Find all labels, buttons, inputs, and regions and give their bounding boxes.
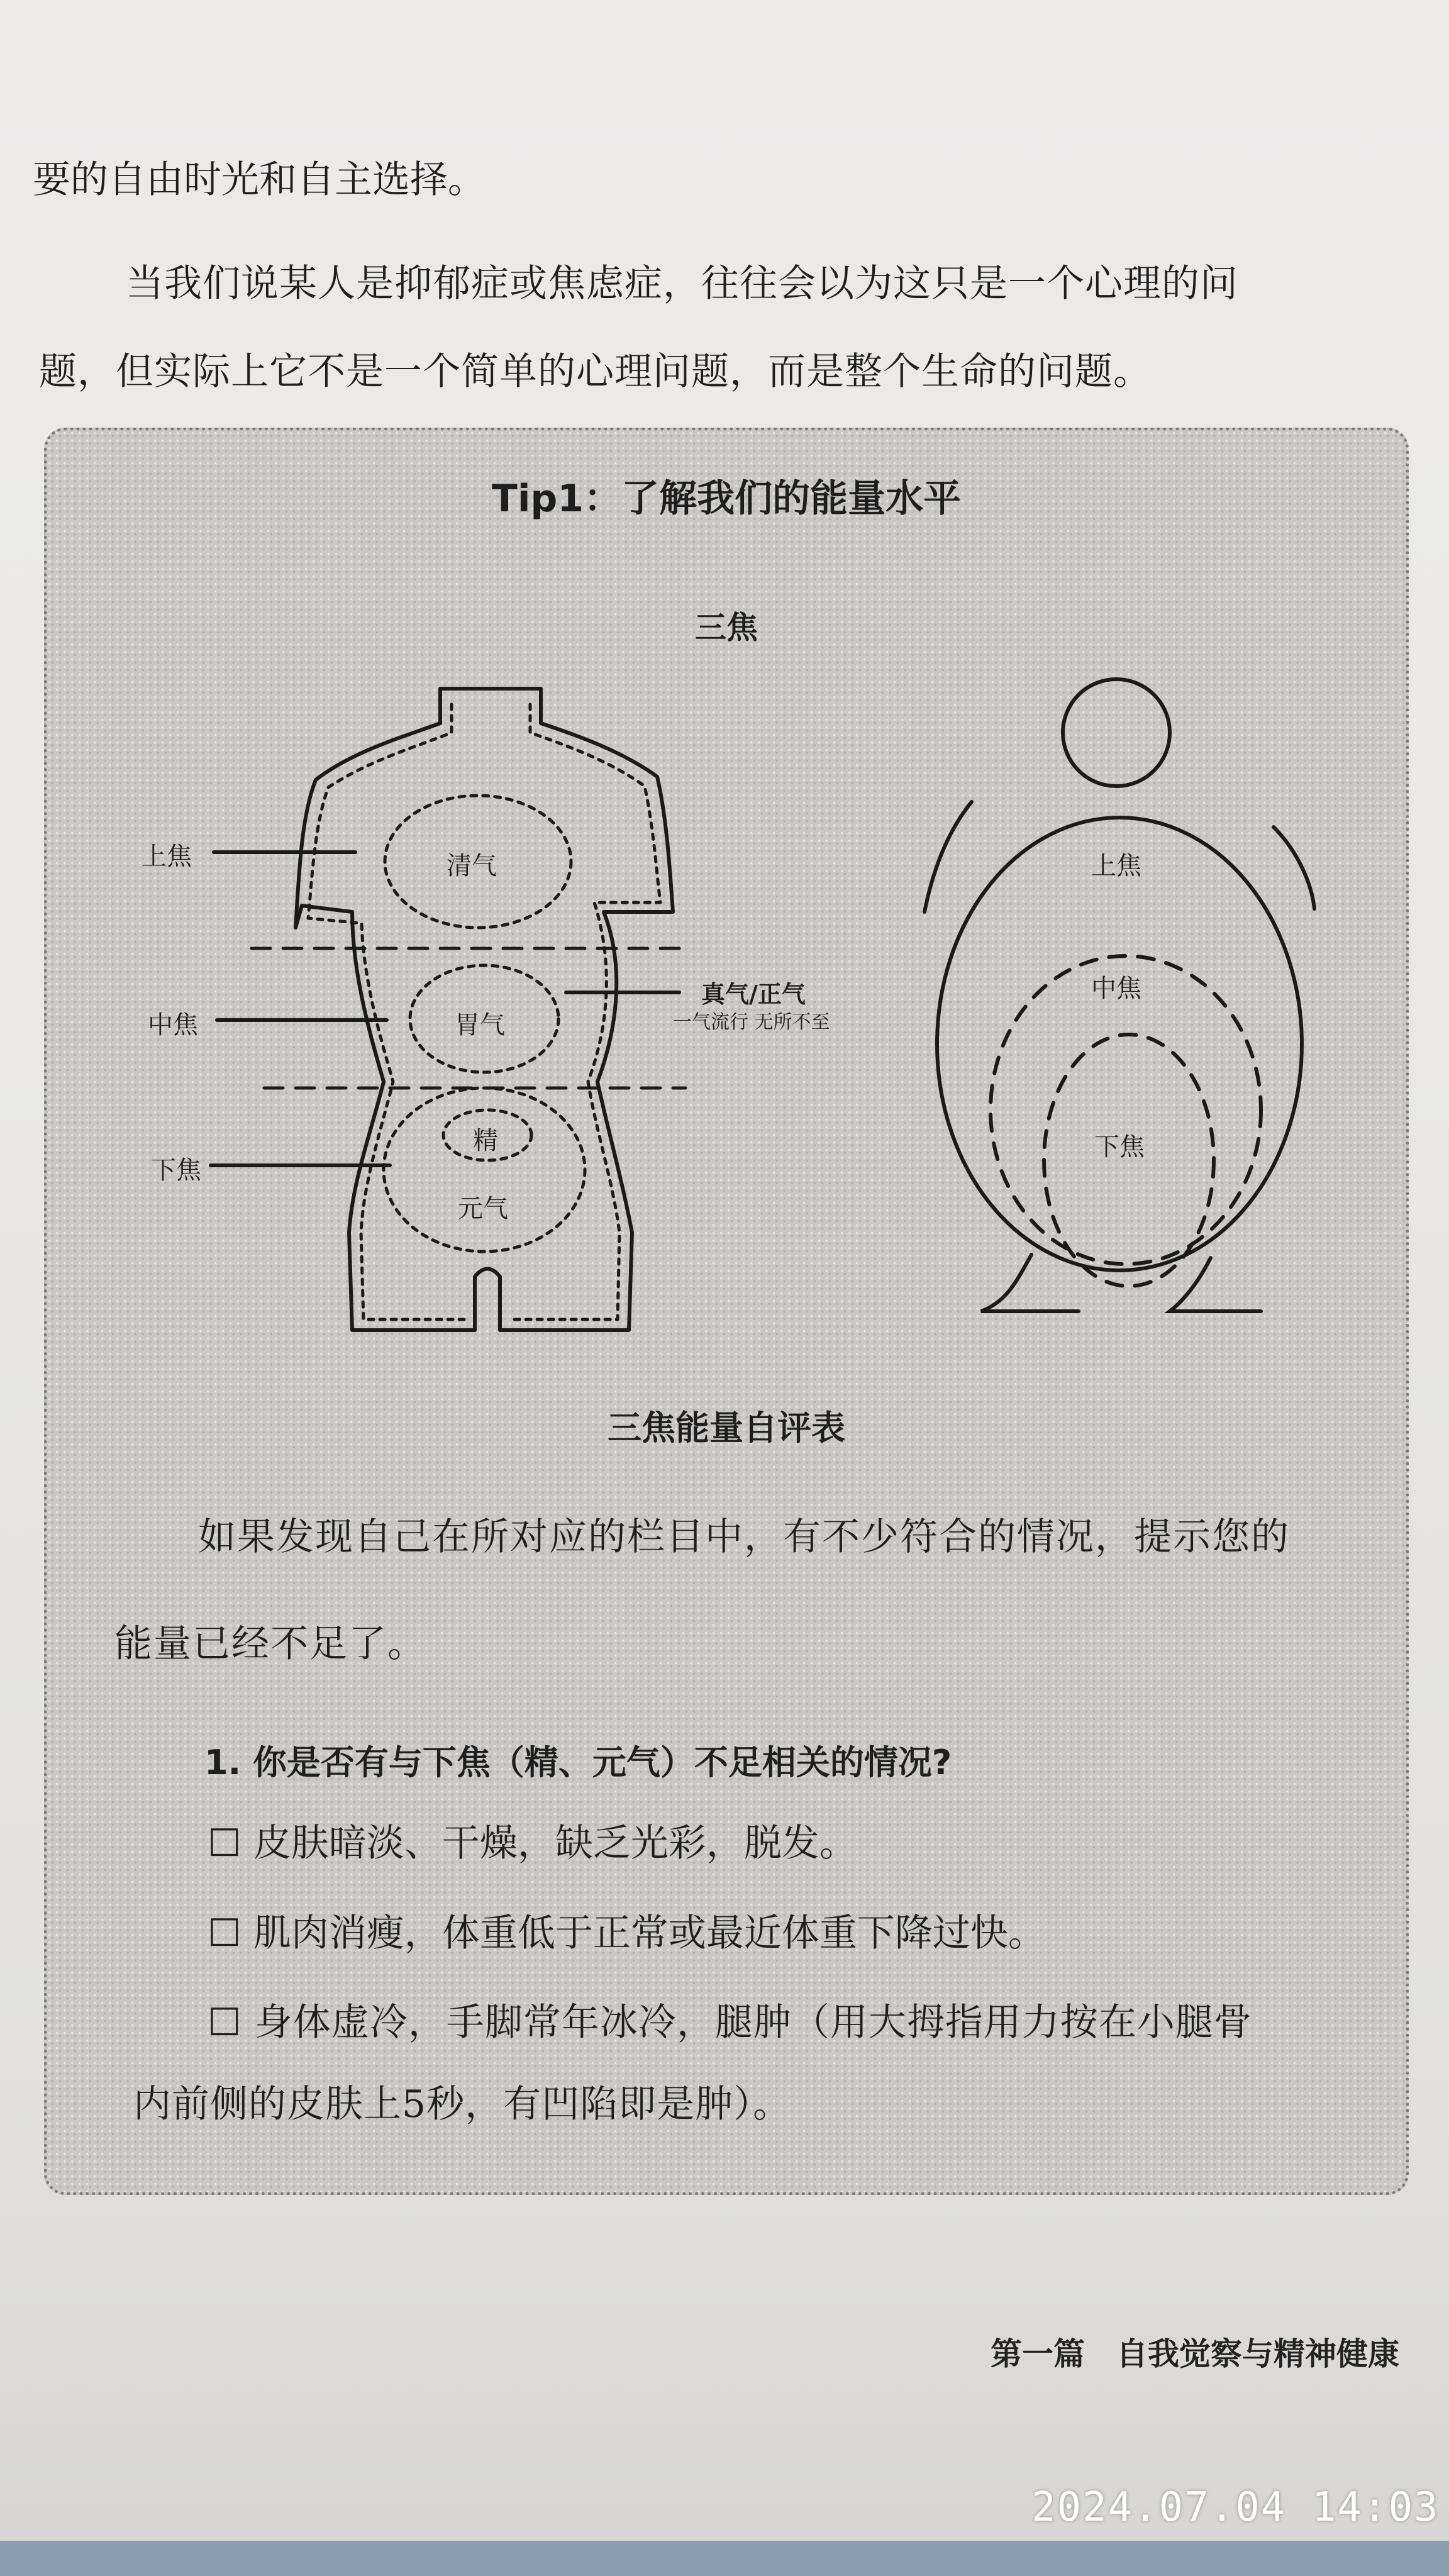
check-item-3-text: 身体虚冷，手脚常年冰冷，腿肿（用大拇指用力按在小腿骨	[254, 2001, 1252, 2045]
label-upper-jiao: 上焦	[142, 842, 192, 871]
checkbox-icon[interactable]: ☐	[208, 2001, 242, 2045]
check-item-2	[208, 1911, 1046, 1956]
text-line-3: 题，但实际上它不是一个简单的心理问题，而是整个生命的问题。	[39, 350, 1152, 394]
checkbox-icon[interactable]: ☐	[208, 1821, 242, 1865]
check-item-1	[208, 1821, 857, 1866]
check-item-3	[208, 2000, 1252, 2045]
turtle-label-upper: 上焦	[1091, 852, 1141, 880]
zone-jing: 精	[473, 1126, 498, 1155]
zone-qingqi: 清气	[447, 852, 497, 880]
photo-timestamp: 2024.07.04 14:03	[1031, 2484, 1440, 2531]
turtle-label-middle: 中焦	[1091, 974, 1141, 1003]
tip-title: Tip1：了解我们的能量水平	[491, 477, 962, 521]
table-title: 三焦能量自评表	[608, 1408, 845, 1448]
check-item-2-text: 肌肉消瘦，体重低于正常或最近体重下降过快。	[253, 1911, 1046, 1955]
check-item-1-text: 皮肤暗淡、干燥，缺乏光彩，脱发。	[253, 1821, 857, 1865]
text-line-2: 当我们说某人是抑郁症或焦虑症，往往会以为这只是一个心理的问	[126, 262, 1238, 306]
text-line-1: 要的自由时光和自主选择。	[33, 158, 486, 202]
label-lower-jiao: 下焦	[151, 1156, 201, 1185]
question-1: 1. 你是否有与下焦（精、元气）不足相关的情况?	[204, 1743, 952, 1782]
checkbox-icon[interactable]: ☐	[208, 1911, 242, 1955]
intro-line-1: 如果发现自己在所对应的栏目中，有不少符合的情况，提示您的	[198, 1515, 1290, 1559]
zone-yuanqi: 元气	[458, 1194, 508, 1223]
check-item-3-cont: 内前侧的皮肤上5秒，有凹陷即是肿）。	[133, 2082, 792, 2126]
diagram-title: 三焦	[695, 609, 758, 646]
intro-line-2: 能量已经不足了。	[114, 1622, 426, 1666]
label-zhenqi: 真气/正气	[701, 980, 806, 1008]
turtle-label-lower: 下焦	[1094, 1133, 1145, 1162]
bottom-edge	[0, 2541, 1449, 2576]
label-zhenqi-sub: 一气流行 无所不至	[673, 1011, 830, 1033]
zone-weiqi: 胃气	[455, 1011, 505, 1040]
footer-section: 第一篇 自我觉察与精神健康	[991, 2336, 1399, 2372]
label-middle-jiao: 中焦	[148, 1011, 198, 1040]
